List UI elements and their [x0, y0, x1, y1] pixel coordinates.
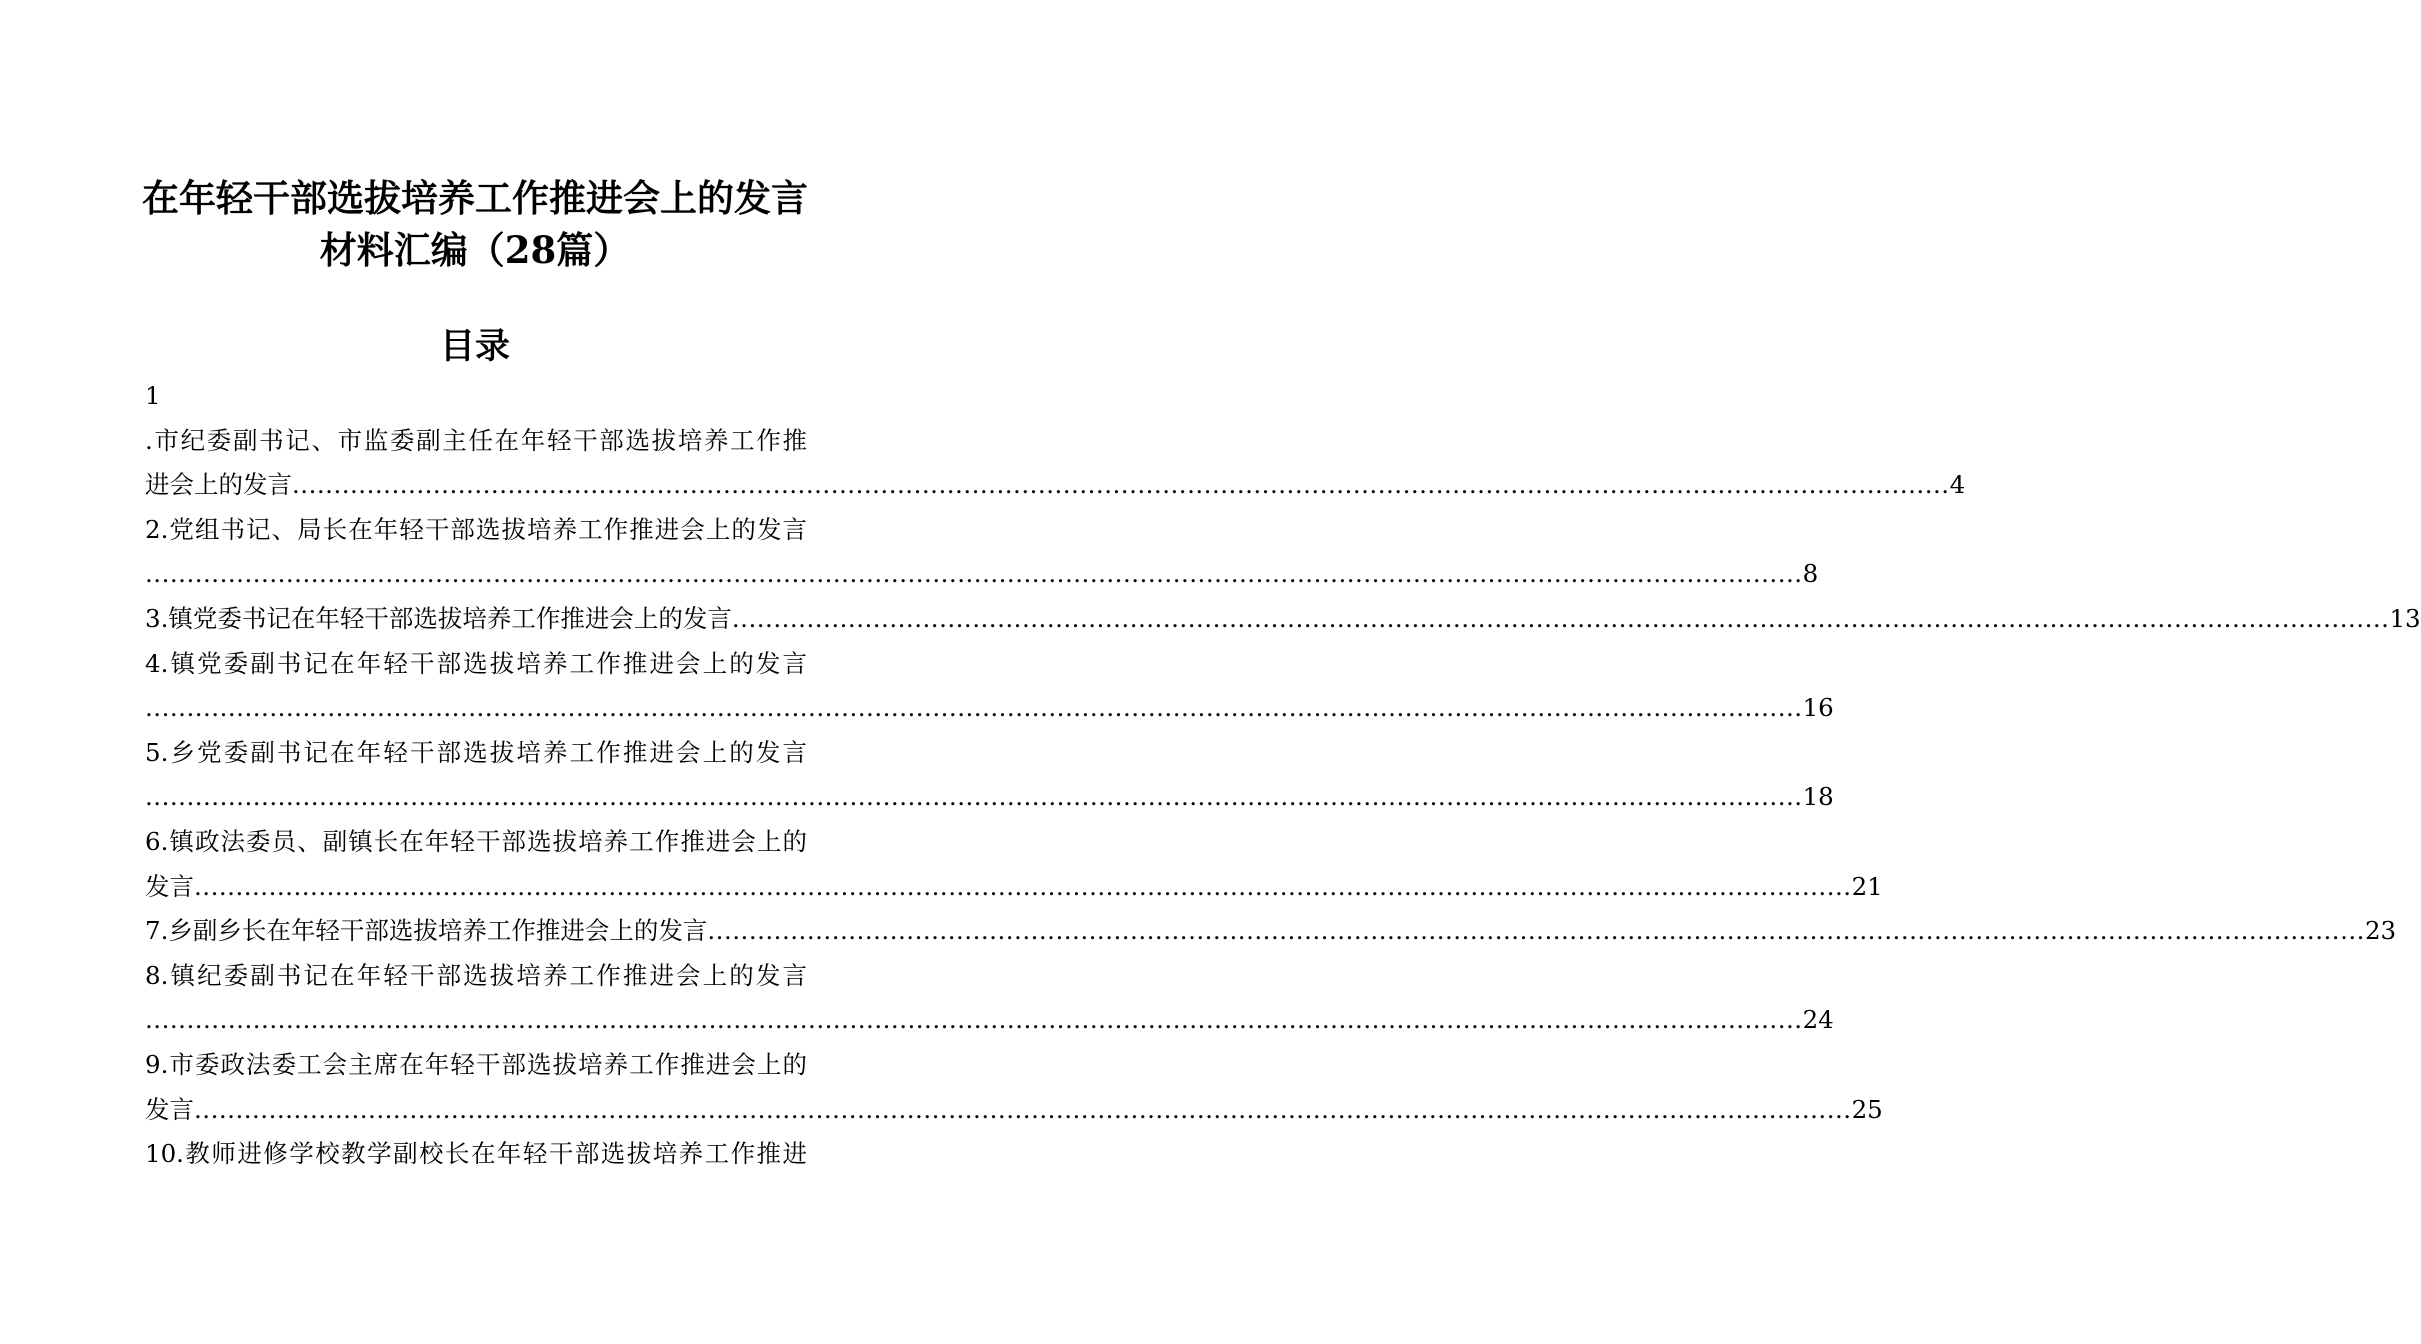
toc-page-number: 24 [1802, 1005, 1834, 1035]
toc-line: 2.党组书记、局长在年轻干部选拔培养工作推进会上的发言 [145, 514, 807, 544]
toc-entry-text: 进会上的发言 [145, 470, 292, 500]
toc-entry-text: 3.镇党委书记在年轻干部选拔培养工作推进会上的发言 [145, 604, 732, 633]
toc-leader-dots: ........................................................................................................................................................................................................ [145, 693, 1803, 723]
toc-line [145, 463, 1966, 507]
toc-leader-dots: ........................................................................................................................................................................................................ [145, 559, 1803, 589]
toc-line: 1 [145, 381, 161, 410]
toc-line [145, 1088, 1883, 1132]
toc-page-number: 13 [2389, 604, 2421, 633]
toc-leader-dots: ........................................................................................................................................................................................................ [731, 604, 2390, 633]
toc-page-number: 23 [2364, 916, 2397, 946]
toc-line [145, 998, 1834, 1042]
toc-line [145, 909, 2397, 953]
toc-line: 9.市委政法委工会主席在年轻干部选拔培养工作推进会上的 [145, 1050, 807, 1079]
toc-line [145, 865, 1883, 909]
toc-leader-dots: ........................................................................................................................................................................................................ [707, 916, 2365, 946]
toc-leader-dots: ........................................................................................................................................................................................................ [194, 871, 1852, 901]
toc-leader-dots: ........................................................................................................................................................................................................ [145, 1005, 1803, 1035]
toc-line [145, 552, 1819, 596]
toc-heading: 目录 [439, 326, 510, 367]
toc-leader-dots: ........................................................................................................................................................................................................ [292, 470, 1950, 500]
toc-entry-text: 7.乡副乡长在年轻干部选拔培养工作推进会上的发言 [145, 916, 708, 946]
toc-line [145, 686, 1834, 730]
toc-page-number: 18 [1802, 782, 1834, 812]
toc-page-number: 16 [1802, 693, 1834, 723]
toc-line: 5.乡党委副书记在年轻干部选拔培养工作推进会上的发言 [145, 737, 807, 767]
toc-page-number: 21 [1851, 871, 1883, 901]
toc-line: 4.镇党委副书记在年轻干部选拔培养工作推进会上的发言 [145, 648, 807, 678]
toc-page-number: 4 [1949, 470, 1966, 500]
toc-line: .市纪委副书记、市监委副主任在年轻干部选拔培养工作推 [145, 425, 807, 455]
toc-line [145, 597, 2421, 641]
toc-line [145, 775, 1834, 819]
toc-entry-text: 发言 [145, 1094, 194, 1124]
toc-leader-dots: ........................................................................................................................................................................................................ [194, 1094, 1852, 1124]
toc-line: 10.教师进修学校教学副校长在年轻干部选拔培养工作推进 [145, 1139, 807, 1169]
toc-entry-text: 发言 [145, 871, 194, 901]
toc-leader-dots: ........................................................................................................................................................................................................ [145, 782, 1803, 812]
toc-line: 6.镇政法委员、副镇长在年轻干部选拔培养工作推进会上的 [145, 827, 807, 856]
document-title-line-2: 材料汇编（28篇） [319, 228, 631, 272]
toc-line: 8.镇纪委副书记在年轻干部选拔培养工作推进会上的发言 [145, 960, 807, 990]
toc-page-number: 25 [1851, 1094, 1883, 1124]
document-title-line-1: 在年轻干部选拔培养工作推进会上的发言 [142, 176, 808, 220]
toc-page-number: 8 [1802, 559, 1819, 589]
